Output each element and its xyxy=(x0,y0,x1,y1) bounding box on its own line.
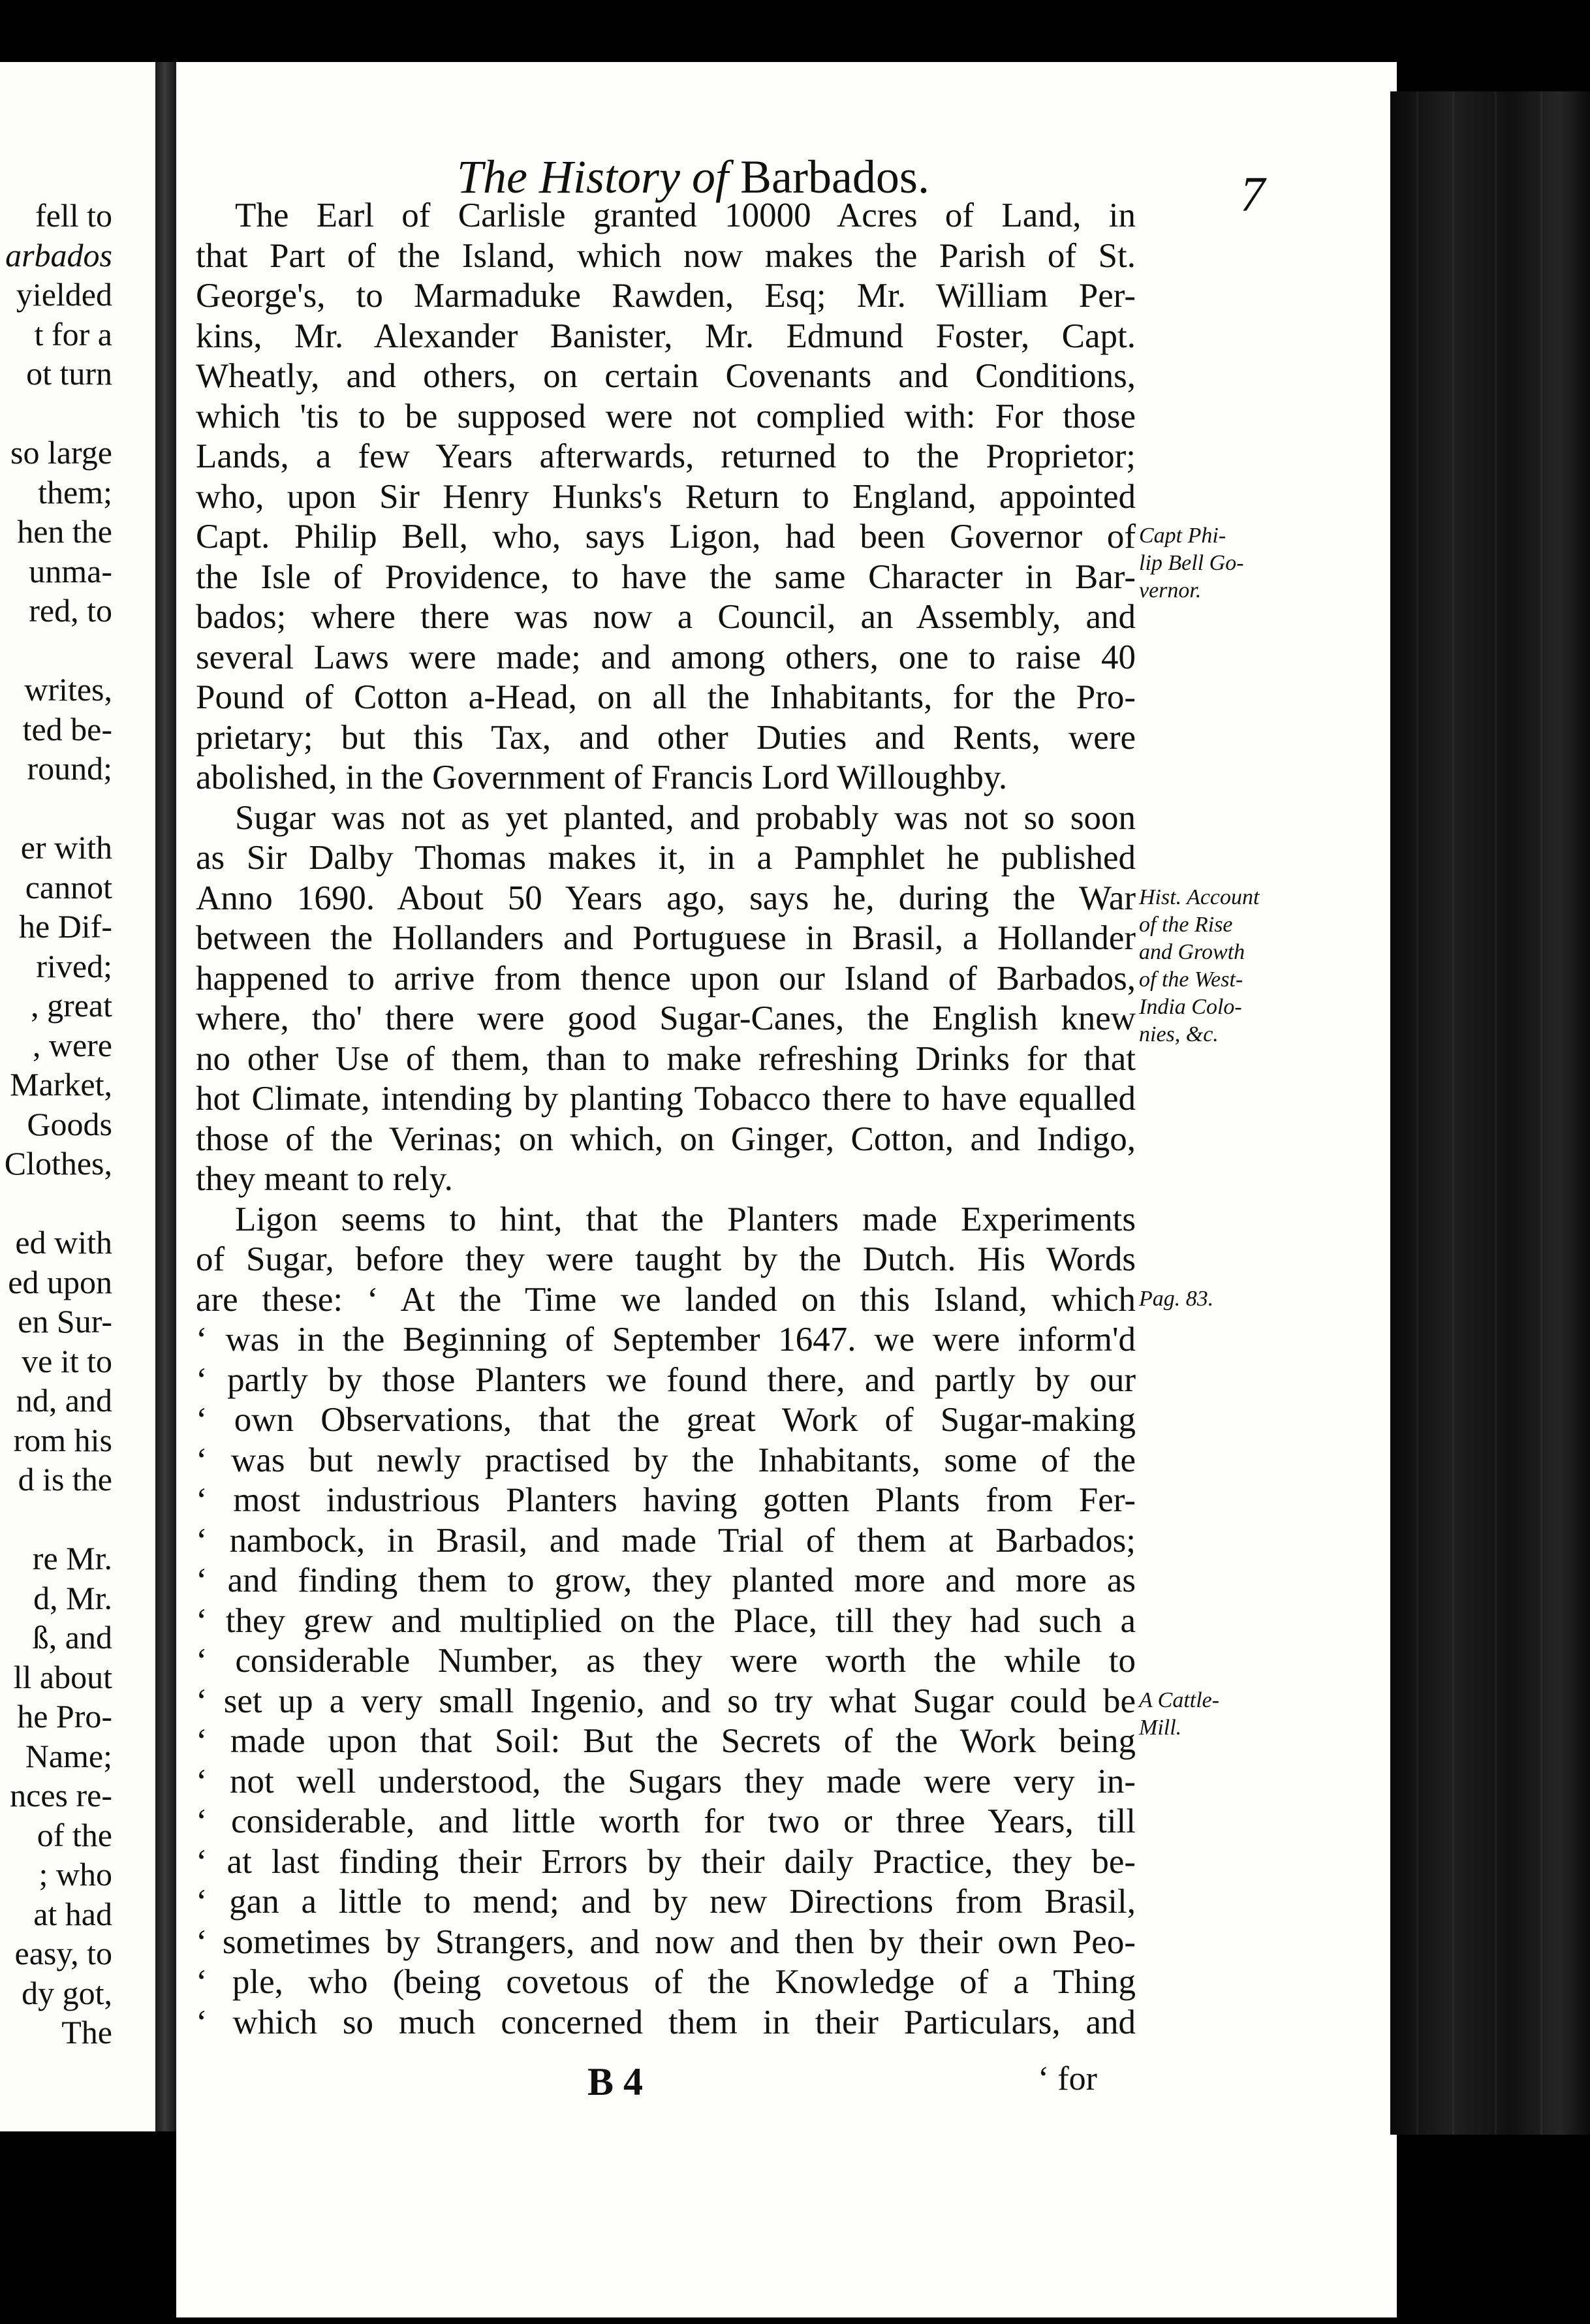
body-line: Anno 1690. About 50 Years ago, says he, during the War xyxy=(196,879,1136,917)
body-line: Lands, a few Years afterwards, returned to the Proprietor; xyxy=(196,437,1136,475)
body-line: ‘ and finding them to grow, they planted more and more as xyxy=(196,1562,1136,1599)
left-page-line: ß, and xyxy=(32,1619,112,1656)
left-page-line: en Sur- xyxy=(18,1303,112,1340)
body-line: ‘ considerable Number, as they were worth the while to xyxy=(196,1642,1136,1680)
left-page-line: cannot xyxy=(25,868,112,905)
body-line: ‘ considerable, and little worth for two or three Years, till xyxy=(196,1802,1136,1840)
body-line: ‘ most industrious Planters having gotten Plants from Fer- xyxy=(196,1481,1136,1519)
left-page-line: of the xyxy=(37,1816,112,1853)
body-line: as Sir Dalby Thomas makes it, in a Pamphlet he published xyxy=(196,839,1136,877)
body-line: Capt. Philip Bell, who, says Ligon, had been Governor of xyxy=(196,518,1136,556)
left-page-line: ll about xyxy=(13,1658,112,1695)
left-page-line: nces re- xyxy=(10,1777,112,1814)
body-line: prietary; but this Tax, and other Duties and Rents, were xyxy=(196,718,1136,757)
left-page-line: Name; xyxy=(25,1737,112,1774)
body-line: Ligon seems to hint, that the Planters made Experiments xyxy=(235,1200,1136,1238)
body-line: happened to arrive from thence upon our Island of Barbados, xyxy=(196,959,1136,997)
body-line: are these: ‘ At the Time we landed on this Island, which xyxy=(196,1280,1136,1319)
left-page-line: rom his xyxy=(13,1421,112,1458)
body-line: hot Climate, intending by planting Tobacco there to have equalled xyxy=(196,1080,1136,1118)
left-page-line: so large xyxy=(10,434,112,471)
body-line: where, tho' there were good Sugar-Canes, the English knew xyxy=(196,999,1136,1037)
left-page-line: d is the xyxy=(18,1461,112,1498)
body-line: the Isle of Providence, to have the same Character in Bar- xyxy=(196,557,1136,596)
margin-note-line: lip Bell Go- xyxy=(1139,551,1244,575)
body-line: ‘ partly by those Planters we found there, and partly by our xyxy=(196,1360,1136,1399)
left-page-line: rived; xyxy=(36,947,112,984)
book-gutter xyxy=(155,62,179,2131)
margin-note-line: vernor. xyxy=(1139,578,1202,603)
left-page-line: red, to xyxy=(29,592,112,629)
body-line: ‘ not well understood, the Sugars they made were very in- xyxy=(196,1762,1136,1800)
left-facing-page xyxy=(0,62,155,2131)
left-page-line: re Mr. xyxy=(32,1540,112,1577)
left-page-line: Clothes, xyxy=(4,1145,112,1182)
body-line: bados; where there was now a Council, an Assembly, and xyxy=(196,598,1136,636)
left-page-line: he Pro- xyxy=(17,1698,112,1735)
body-line: ‘ gan a little to mend; and by new Directions from Brasil, xyxy=(196,1883,1136,1921)
margin-note-line: A Cattle- xyxy=(1139,1688,1220,1712)
body-line: they meant to rely. xyxy=(196,1160,453,1198)
body-line: ‘ was in the Beginning of September 1647. we were inform'd xyxy=(196,1321,1136,1358)
body-line: Wheatly, and others, on certain Covenants and Conditions, xyxy=(196,357,1136,395)
body-line: ‘ they grew and multiplied on the Place, till they had such a xyxy=(196,1601,1136,1640)
left-page-line: ; who xyxy=(39,1856,112,1892)
page-number: 7 xyxy=(1240,167,1265,222)
margin-note-line: of the West- xyxy=(1139,967,1243,992)
left-page-line: them; xyxy=(38,473,112,510)
body-line: who, upon Sir Henry Hunks's Return to England, appointed xyxy=(196,477,1136,516)
left-page-line: t for a xyxy=(34,315,112,353)
left-page-line: d, Mr. xyxy=(33,1579,112,1616)
left-page-line: at had xyxy=(33,1895,112,1932)
body-line: those of the Verinas; on which, on Ginger, Cotton, and Indigo, xyxy=(196,1120,1136,1158)
margin-note-line: Capt Phi- xyxy=(1139,524,1226,548)
margin-note-line: nies, &c. xyxy=(1139,1022,1219,1046)
margin-note-line: and Growth xyxy=(1139,939,1245,964)
left-page-line: fell to xyxy=(35,197,112,234)
left-page-line: round; xyxy=(27,750,112,787)
left-page-line: nd, and xyxy=(16,1382,112,1419)
left-page-line: yielded xyxy=(16,276,112,313)
left-page-line: dy got, xyxy=(22,1974,112,2011)
body-line: several Laws were made; and among others, one to raise 40 xyxy=(196,638,1136,676)
scan-corner-mark-icon xyxy=(186,2291,212,2317)
left-page-line: arbados xyxy=(5,236,112,274)
margin-note-line: Pag. 83. xyxy=(1139,1286,1214,1311)
left-page-line: easy, to xyxy=(14,1935,112,1971)
body-line: ‘ was but newly practised by the Inhabitants, some of the xyxy=(196,1441,1136,1479)
margin-note-line: Hist. Account xyxy=(1139,885,1260,909)
running-head-italic: The History of xyxy=(457,151,741,203)
book-page-edges xyxy=(1390,91,1590,2135)
left-page-line: er with xyxy=(20,829,112,866)
left-page-line: , were xyxy=(32,1026,112,1063)
body-line: ‘ set up a very small Ingenio, and so try what Sugar could be xyxy=(196,1682,1136,1720)
left-page-line: ted be- xyxy=(22,710,112,747)
catchword: ‘ for xyxy=(1038,2060,1097,2097)
margin-note-line: Mill. xyxy=(1139,1715,1182,1740)
margin-note-line: India Colo- xyxy=(1139,994,1242,1019)
left-page-line: , great xyxy=(31,987,112,1024)
body-line: Pound of Cotton a-Head, on all the Inhabitants, for the Pro- xyxy=(196,678,1136,716)
body-line: between the Hollanders and Portuguese in Brasil, a Hollander xyxy=(196,919,1136,957)
body-line: ‘ made upon that Soil: But the Secrets of the Work being xyxy=(196,1722,1136,1760)
body-line: of Sugar, before they were taught by the Dutch. His Words xyxy=(196,1240,1136,1278)
body-line: ‘ ple, who (being covetous of the Knowledge of a Thing xyxy=(196,1963,1136,2001)
left-page-line: ed upon xyxy=(8,1263,112,1300)
left-page-line: Market, xyxy=(10,1066,112,1103)
left-page-line: The xyxy=(61,2014,112,2050)
body-line: abolished, in the Government of Francis Lord Willoughby. xyxy=(196,759,1008,796)
body-line: that Part of the Island, which now makes the Parish of St. xyxy=(196,236,1136,275)
body-line: ‘ own Observations, that the great Work of Sugar-making xyxy=(196,1401,1136,1439)
body-line: which 'tis to be supposed were not complied with: For those xyxy=(196,397,1136,435)
body-text xyxy=(196,196,1136,2043)
body-line: ‘ which so much concerned them in their Particulars, and xyxy=(196,2003,1136,2041)
left-page-line: ed with xyxy=(15,1224,112,1261)
left-page-line: unma- xyxy=(29,552,112,589)
left-page-line: ot turn xyxy=(26,355,112,392)
body-line: ‘ at last finding their Errors by their daily Practice, they be- xyxy=(196,1842,1136,1881)
body-line: George's, to Marmaduke Rawden, Esq; Mr. William Per- xyxy=(196,277,1136,315)
body-line: Sugar was not as yet planted, and probably was not so soon xyxy=(235,798,1136,837)
left-page-line: hen the xyxy=(17,513,112,550)
running-head-roman: Barbados. xyxy=(740,151,929,203)
left-page-line: ve it to xyxy=(22,1342,112,1379)
margin-note-line: of the Rise xyxy=(1139,912,1233,937)
body-line: ‘ nambock, in Brasil, and made Trial of them at Barbados; xyxy=(196,1521,1136,1560)
body-line: The Earl of Carlisle granted 10000 Acres of Land, in xyxy=(235,196,1136,234)
left-page-line: Goods xyxy=(27,1105,112,1142)
left-page-line: writes, xyxy=(24,671,112,708)
signature-mark: B 4 xyxy=(587,2060,644,2103)
left-page-line: he Dif- xyxy=(19,908,112,945)
body-line: ‘ sometimes by Strangers, and now and then by their own Peo- xyxy=(196,1923,1136,1961)
body-line: no other Use of them, than to make refreshing Drinks for that xyxy=(196,1039,1136,1078)
body-line: kins, Mr. Alexander Banister, Mr. Edmund Foster, Capt. xyxy=(196,317,1136,355)
